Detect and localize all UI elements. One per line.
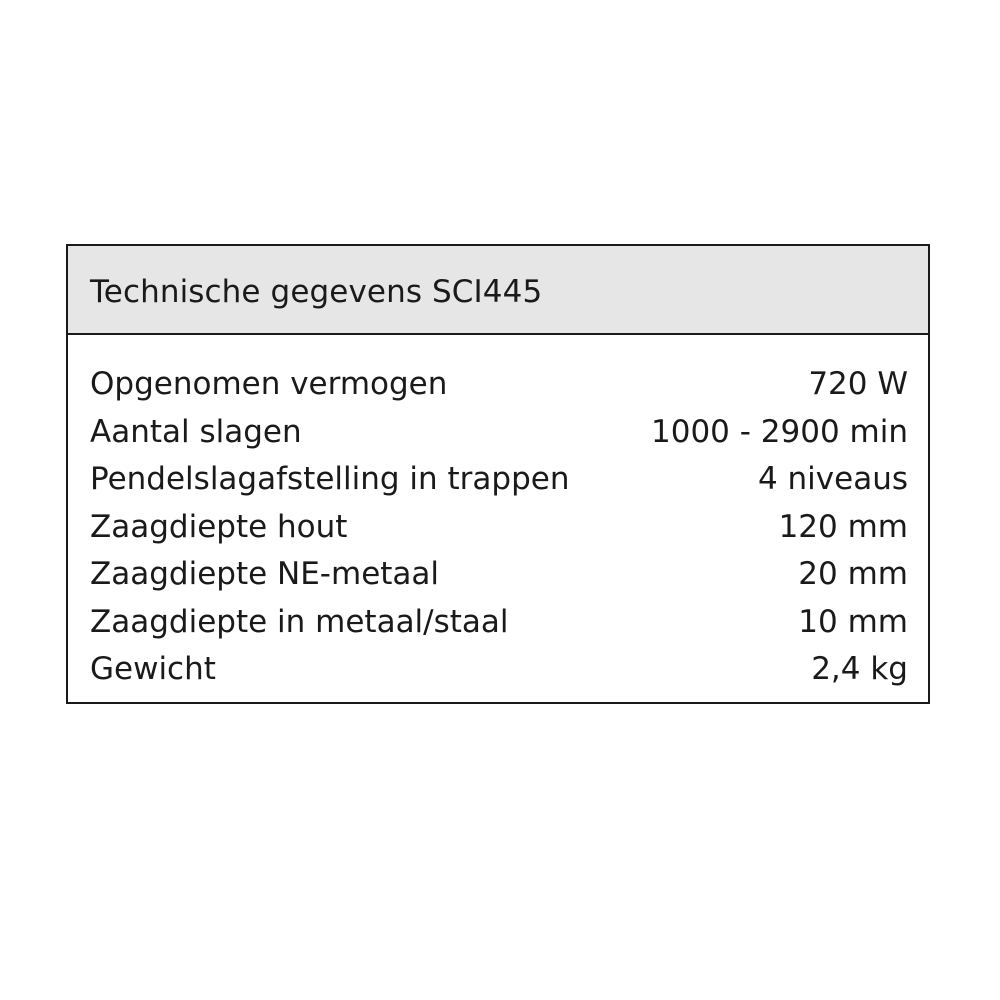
spec-value: 2,4 kg <box>811 651 908 687</box>
spec-row-pendulum <box>90 456 908 504</box>
spec-value: 1000 - 2900 min <box>651 413 908 450</box>
spec-row-strokes <box>90 409 908 457</box>
spec-label: Aantal slagen <box>90 413 302 450</box>
spec-table <box>66 244 930 704</box>
spec-label: Zaagdiepte NE-metaal <box>90 556 440 592</box>
spec-list <box>68 335 928 694</box>
spec-label: Gewicht <box>90 651 216 687</box>
spec-value: 20 mm <box>798 556 908 592</box>
spec-label: Zaagdiepte in metaal/staal <box>90 603 509 640</box>
spec-value: 720 W <box>808 366 908 402</box>
spec-label: Opgenomen vermogen <box>90 366 448 402</box>
spec-row-weight <box>90 646 908 694</box>
spec-table-title: Technische gegevens SCI445 <box>90 273 543 310</box>
spec-value: 4 niveaus <box>757 461 908 497</box>
spec-row-depth-wood <box>90 504 908 552</box>
spec-row-depth-nonferrous <box>90 551 908 599</box>
spec-value: 120 mm <box>778 508 908 545</box>
spec-value: 10 mm <box>798 603 908 640</box>
spec-table-header <box>68 246 928 335</box>
spec-label: Zaagdiepte hout <box>90 508 348 545</box>
spec-row-power <box>90 361 908 409</box>
spec-label: Pendelslagafstelling in trappen <box>90 461 570 497</box>
spec-row-depth-steel <box>90 599 908 647</box>
